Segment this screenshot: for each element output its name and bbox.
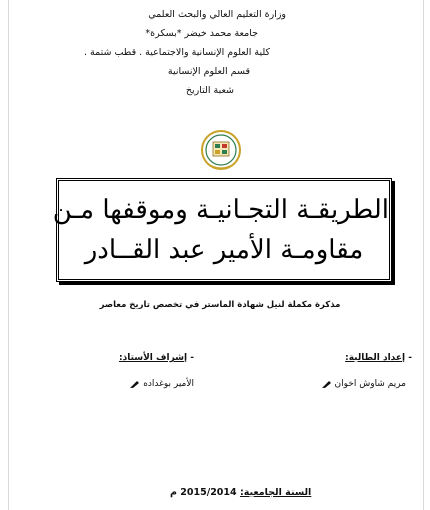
branch-line: شعبة التاريخ (185, 85, 234, 96)
department-line: قسم العلوم الإنسانية (167, 66, 250, 77)
university-seal-icon (200, 126, 242, 174)
academic-year-label: السنة الجامعية: (239, 487, 312, 498)
student-label (345, 353, 412, 363)
page-edge-right (423, 0, 424, 510)
student-label-text: إعداد الطالبة: (345, 353, 406, 363)
thesis-title-line-2: مقاومـة الأمير عبد القــادر (84, 235, 364, 265)
thesis-title-box (52, 178, 392, 282)
supervisor-label-prefix: - (190, 353, 194, 363)
thesis-title-line-1: الطريقـة التجـانيـة وموقفها مـن (52, 195, 389, 225)
ministry-line: وزارة التعليم العالي والبحث العلمي (148, 9, 286, 20)
faculty-line: كلية العلوم الإنسانية والاجتماعية . قطب شتمة . (83, 47, 270, 58)
student-name-row (319, 379, 406, 389)
thesis-subtitle: مذكرة مكملة لنيل شهادة الماستر في تخصص تاريخ معاصر (99, 300, 341, 310)
supervisor-label (119, 353, 194, 363)
student-name: مريم شاوش اخوان (334, 379, 406, 389)
supervisor-label-text: إشراف الأستاذ: (118, 353, 188, 363)
university-line: جامعة محمد خيضر *بسكرة* (145, 28, 258, 39)
pen-icon (130, 380, 140, 388)
pen-icon (322, 380, 332, 388)
page-edge-left (8, 0, 9, 510)
academic-year-value: 2015/2014 م (170, 487, 237, 498)
supervisor-name: الأمير بوغداده (143, 379, 194, 389)
supervisor-name-row (127, 379, 194, 389)
student-label-prefix: - (408, 353, 412, 363)
academic-year (170, 487, 311, 498)
institution-header (16, 8, 296, 98)
